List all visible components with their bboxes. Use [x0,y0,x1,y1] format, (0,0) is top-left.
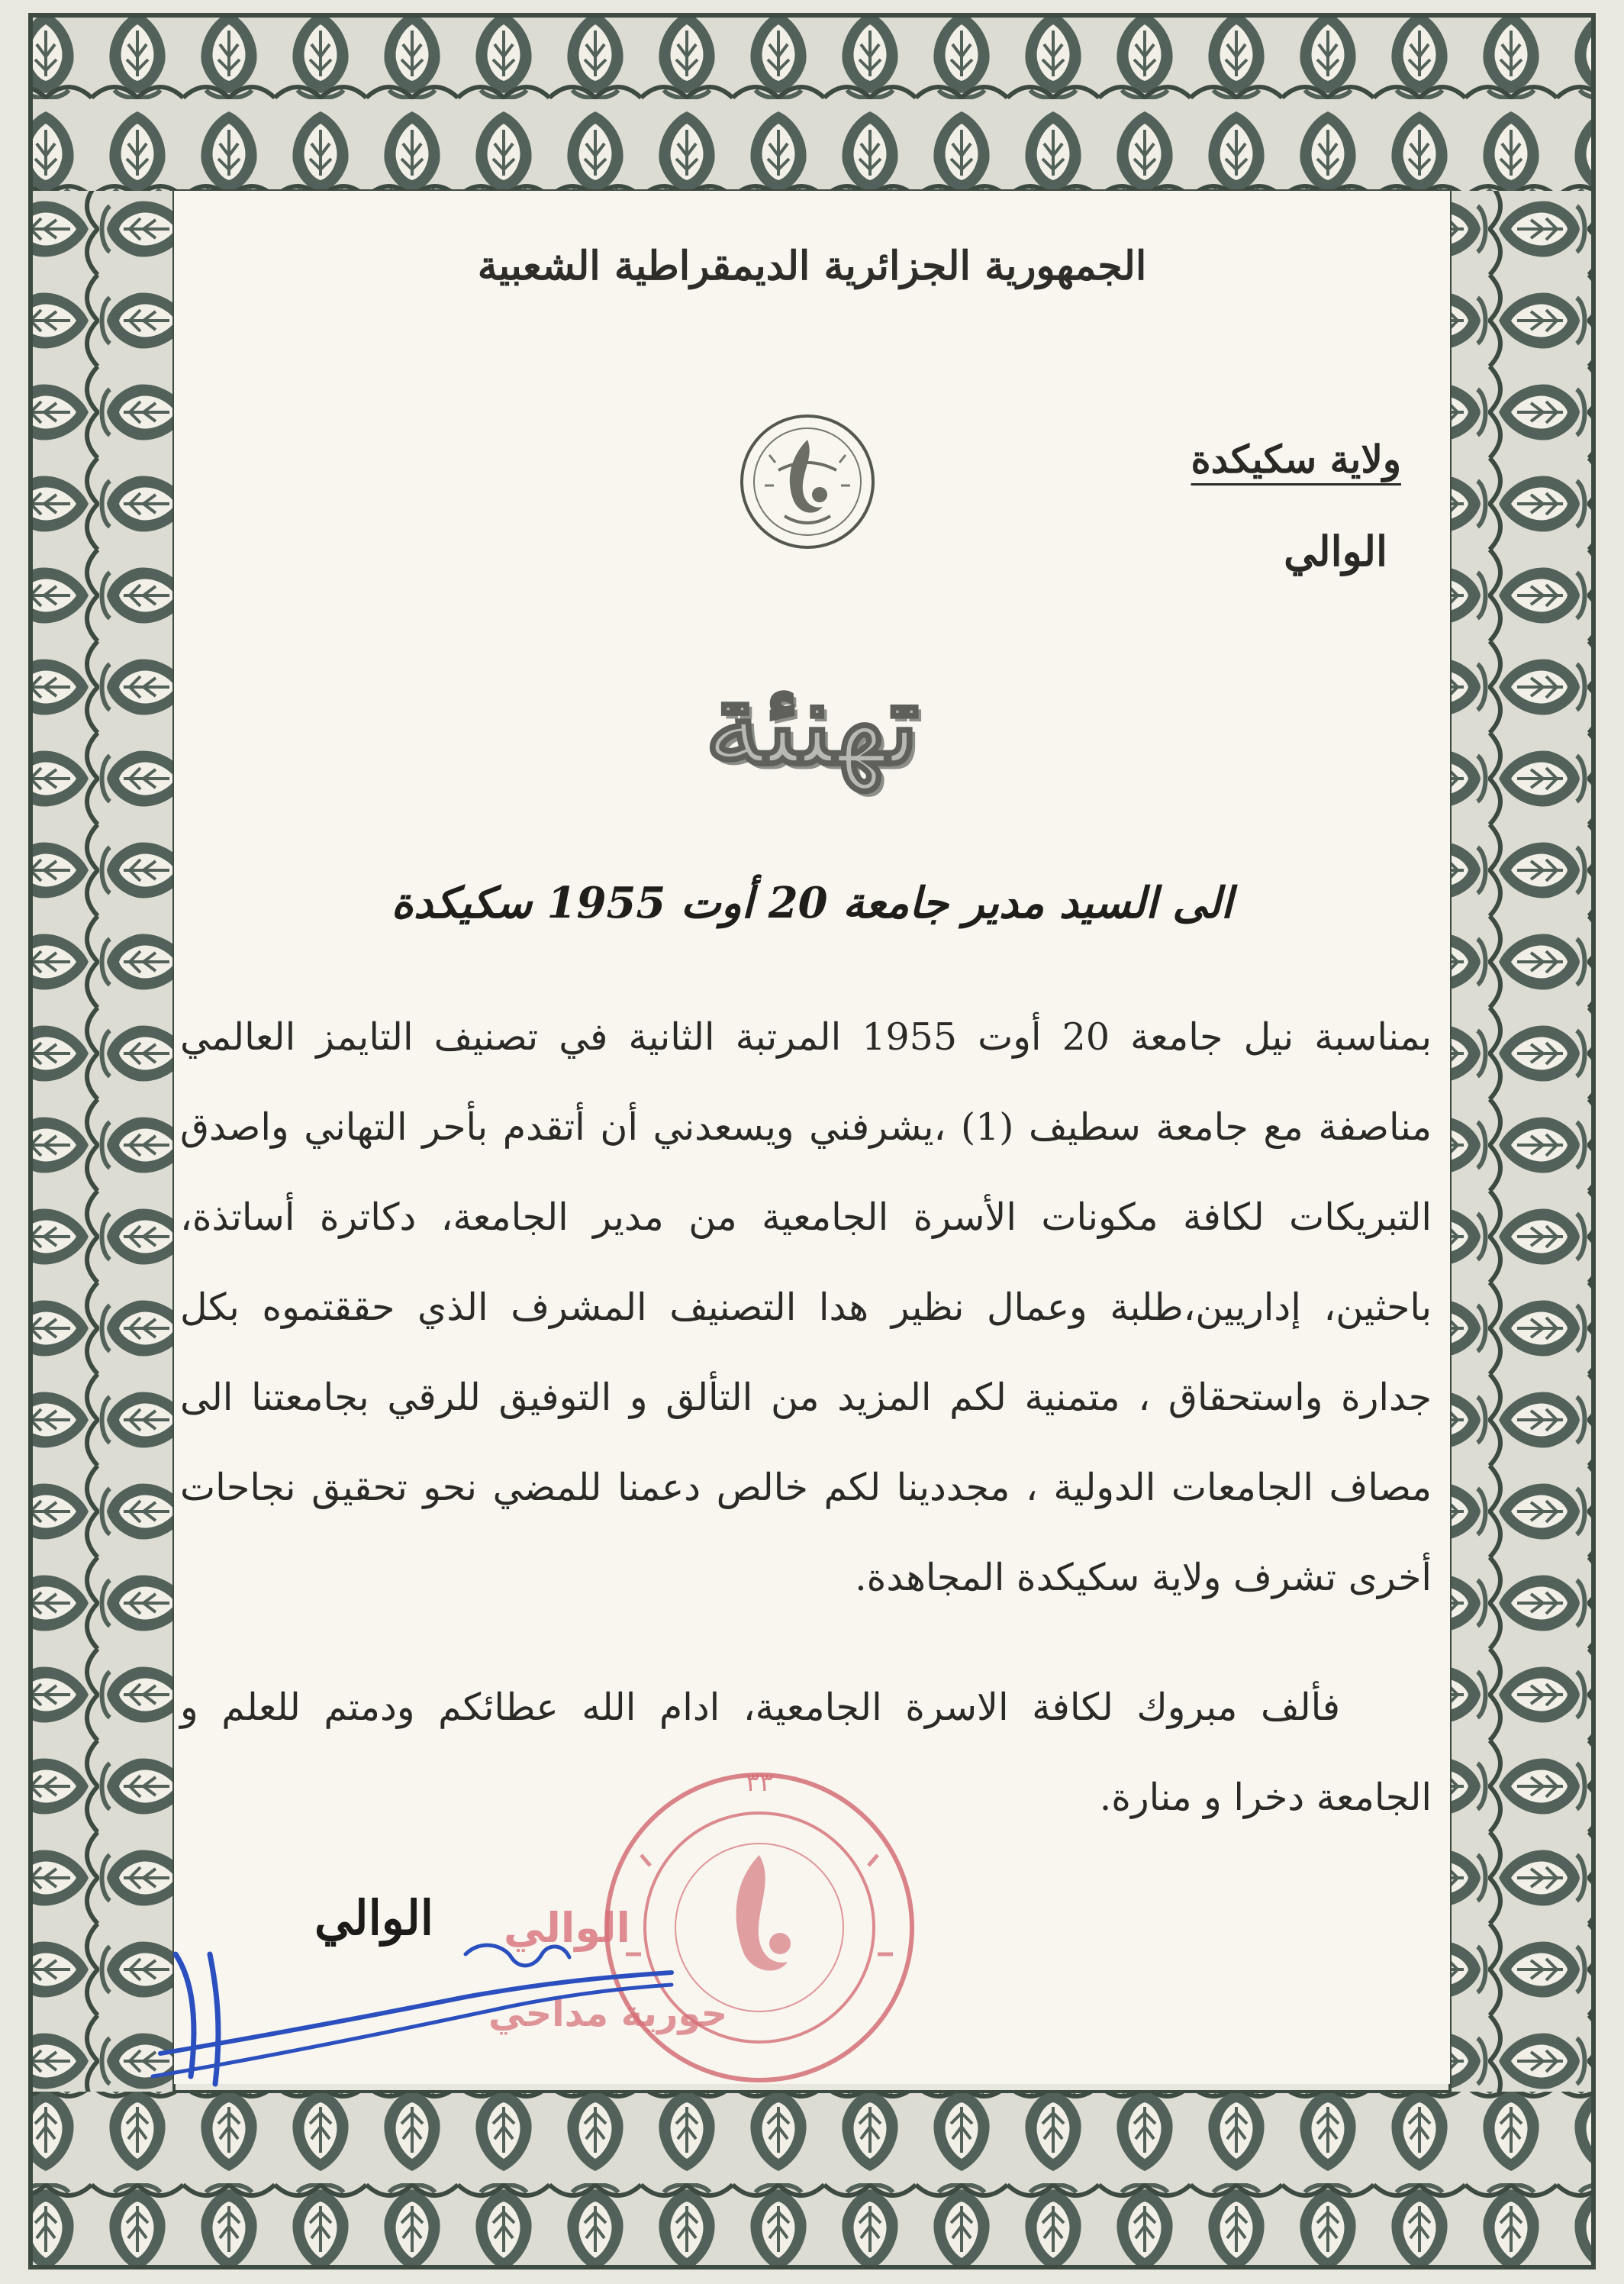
recipient-line: الى السيد مدير جامعة 20 أوت 1955 سكيكدة [391,878,1233,928]
body-paragraph: بمناسبة نيل جامعة 20 أوت 1955 المرتبة الثانية في تصنيف التايمز العالمي مناصفة مع جامعة سطيف (1) ،يشرفني ويسعدني أن أتقدم بأحر التهاني واصدق التبريكات لكافة مكونات الأسرة الجامعية من مدير الجامعة، دكاترة أساتذة، باحثين، إداريين،طلبة وعمال نظير هدا التصنيف المشرف الذي حققتموه بكل جدارة واستحقاق ، متمنية لكم المزيد من التألق و التوفيق للرقي بجامعتنا الى مصاف الجامعات الدولية ، مجددينا لكم خالص دعمنا للمضي نحو تحقيق نجاحات أخرى تشرف ولاية سكيكدة المجاهدة. [180,1015,1432,1599]
wilaya-name: ولاية سكيكدة [1191,437,1401,482]
republic-header: الجمهورية الجزائرية الديمقراطية الشعبية [477,243,1147,289]
closing-paragraph: فألف مبروك لكافة الاسرة الجامعية، ادام الله عطائكم ودمتم للعلم و الجامعة دخرا و منارة. [180,1686,1432,1819]
wali-label: الوالي [1284,527,1387,576]
algeria-emblem-icon [731,409,884,554]
handwritten-signature-icon [145,1924,679,2107]
signatory-title: الوالي [314,1890,433,1946]
stamp-title: الوالي [504,1904,631,1952]
stamp-number: ٣٣ [745,1767,774,1798]
stamp-name: حورية مداحي [488,1992,728,2035]
document-title: تهنئة [704,656,920,791]
